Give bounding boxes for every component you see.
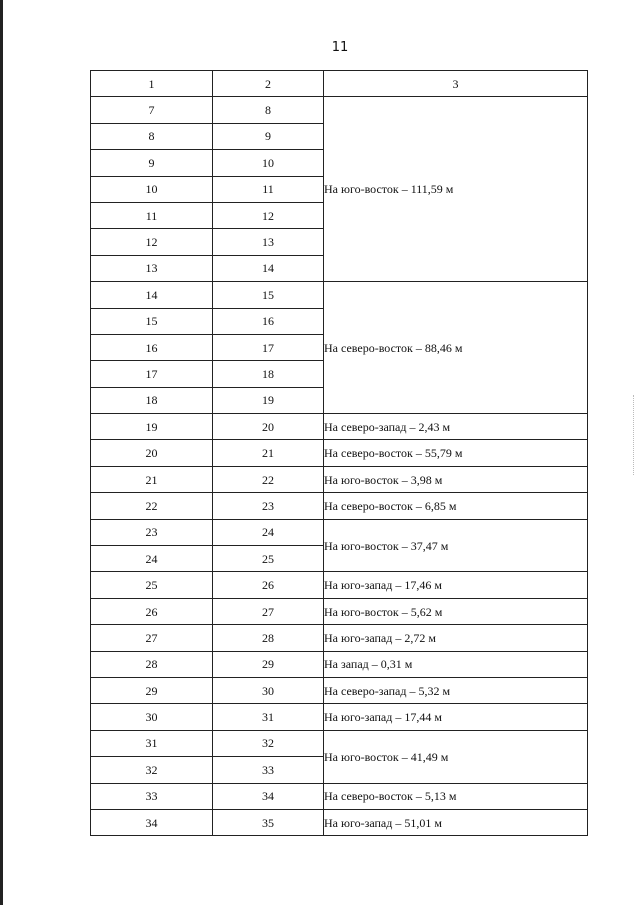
- to-point-cell: 10: [213, 150, 324, 176]
- from-point-cell: 27: [91, 625, 213, 651]
- from-point-cell: 7: [91, 97, 213, 123]
- from-point-cell: 17: [91, 361, 213, 387]
- direction-cell: На юго-запад – 51,01 м: [324, 809, 588, 835]
- table-row: [91, 704, 588, 730]
- scan-edge-bar: [0, 0, 3, 905]
- from-point-cell: 18: [91, 387, 213, 413]
- from-point-cell: 8: [91, 123, 213, 149]
- direction-cell: На юго-запад – 2,72 м: [324, 625, 588, 651]
- direction-cell: На северо-запад – 2,43 м: [324, 414, 588, 440]
- table-row: [91, 466, 588, 492]
- table-row: [91, 625, 588, 651]
- direction-cell: На северо-восток – 55,79 м: [324, 440, 588, 466]
- table-body: [91, 97, 588, 836]
- table-row: [91, 414, 588, 440]
- header-cell-2: 2: [213, 71, 324, 97]
- direction-cell: На северо-восток – 88,46 м: [324, 282, 588, 414]
- direction-cell: На северо-запад – 5,32 м: [324, 677, 588, 703]
- from-point-cell: 32: [91, 757, 213, 783]
- direction-cell: На юго-запад – 17,44 м: [324, 704, 588, 730]
- to-point-cell: 14: [213, 255, 324, 281]
- to-point-cell: 32: [213, 730, 324, 756]
- from-point-cell: 10: [91, 176, 213, 202]
- page-number: 11: [331, 40, 349, 55]
- direction-cell: На запад – 0,31 м: [324, 651, 588, 677]
- direction-cell: На юго-восток – 5,62 м: [324, 598, 588, 624]
- to-point-cell: 31: [213, 704, 324, 730]
- direction-cell: На юго-восток – 41,49 м: [324, 730, 588, 783]
- to-point-cell: 27: [213, 598, 324, 624]
- to-point-cell: 12: [213, 202, 324, 228]
- to-point-cell: 28: [213, 625, 324, 651]
- to-point-cell: 30: [213, 677, 324, 703]
- direction-cell: На северо-восток – 5,13 м: [324, 783, 588, 809]
- to-point-cell: 18: [213, 361, 324, 387]
- table-row: [91, 783, 588, 809]
- to-point-cell: 8: [213, 97, 324, 123]
- from-point-cell: 28: [91, 651, 213, 677]
- from-point-cell: 34: [91, 809, 213, 835]
- from-point-cell: 16: [91, 334, 213, 360]
- header-cell-1: 1: [91, 71, 213, 97]
- from-point-cell: 13: [91, 255, 213, 281]
- to-point-cell: 24: [213, 519, 324, 545]
- from-point-cell: 12: [91, 229, 213, 255]
- to-point-cell: 23: [213, 493, 324, 519]
- to-point-cell: 17: [213, 334, 324, 360]
- table-row: [91, 598, 588, 624]
- from-point-cell: 9: [91, 150, 213, 176]
- table-row: [91, 677, 588, 703]
- from-point-cell: 30: [91, 704, 213, 730]
- scan-marks: [633, 395, 638, 475]
- from-point-cell: 21: [91, 466, 213, 492]
- from-point-cell: 25: [91, 572, 213, 598]
- direction-cell: На юго-восток – 111,59 м: [324, 97, 588, 282]
- direction-cell: На юго-восток – 37,47 м: [324, 519, 588, 572]
- to-point-cell: 21: [213, 440, 324, 466]
- from-point-cell: 14: [91, 282, 213, 308]
- from-point-cell: 22: [91, 493, 213, 519]
- table-row: [91, 519, 588, 545]
- to-point-cell: 33: [213, 757, 324, 783]
- from-point-cell: 33: [91, 783, 213, 809]
- from-point-cell: 15: [91, 308, 213, 334]
- from-point-cell: 24: [91, 546, 213, 572]
- from-point-cell: 19: [91, 414, 213, 440]
- to-point-cell: 22: [213, 466, 324, 492]
- table-row: [91, 651, 588, 677]
- table-row: [91, 493, 588, 519]
- to-point-cell: 29: [213, 651, 324, 677]
- table-row: [91, 440, 588, 466]
- table-row: [91, 572, 588, 598]
- from-point-cell: 11: [91, 202, 213, 228]
- to-point-cell: 35: [213, 809, 324, 835]
- from-point-cell: 26: [91, 598, 213, 624]
- table-row: [91, 809, 588, 835]
- direction-cell: На северо-восток – 6,85 м: [324, 493, 588, 519]
- to-point-cell: 34: [213, 783, 324, 809]
- from-point-cell: 29: [91, 677, 213, 703]
- to-point-cell: 26: [213, 572, 324, 598]
- from-point-cell: 20: [91, 440, 213, 466]
- to-point-cell: 13: [213, 229, 324, 255]
- to-point-cell: 19: [213, 387, 324, 413]
- to-point-cell: 15: [213, 282, 324, 308]
- direction-cell: На юго-запад – 17,46 м: [324, 572, 588, 598]
- to-point-cell: 16: [213, 308, 324, 334]
- boundary-table: [90, 70, 588, 836]
- table-row: [91, 282, 588, 308]
- from-point-cell: 31: [91, 730, 213, 756]
- table-row: [91, 730, 588, 756]
- to-point-cell: 11: [213, 176, 324, 202]
- to-point-cell: 25: [213, 546, 324, 572]
- to-point-cell: 9: [213, 123, 324, 149]
- header-cell-3: 3: [324, 71, 588, 97]
- table-row: [91, 97, 588, 123]
- from-point-cell: 23: [91, 519, 213, 545]
- direction-cell: На юго-восток – 3,98 м: [324, 466, 588, 492]
- to-point-cell: 20: [213, 414, 324, 440]
- header-row: [91, 71, 588, 97]
